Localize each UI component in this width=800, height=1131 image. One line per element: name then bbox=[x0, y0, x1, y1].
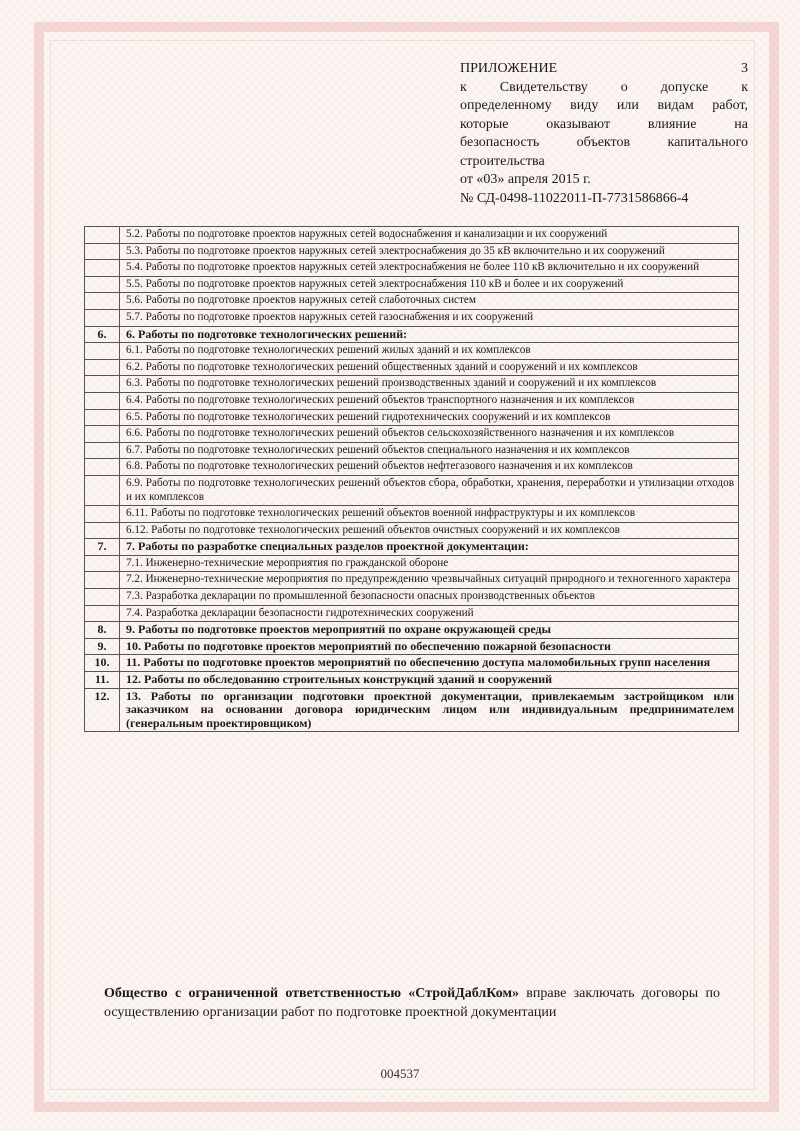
table-row bbox=[85, 688, 739, 732]
table-row bbox=[85, 326, 739, 343]
row-number bbox=[85, 359, 120, 376]
footer-statement bbox=[104, 984, 720, 1022]
table-row bbox=[85, 589, 739, 606]
row-text: 13. Работы по организации подготовки проектной документации, привлекаемым застройщиком или заказчиком на основании договора юридическим лицом или индивидуальным предпринимателем (генеральным проектировщиком) bbox=[120, 688, 739, 732]
row-number: 12. bbox=[85, 688, 120, 732]
table-row bbox=[85, 426, 739, 443]
row-text: 7.4. Разработка декларации безопасности гидротехнических сооружений bbox=[120, 605, 739, 622]
table-row bbox=[85, 293, 739, 310]
table-row bbox=[85, 506, 739, 523]
certificate-number: № СД-0498-11022011-П-7731586866-4 bbox=[460, 190, 689, 206]
row-number bbox=[85, 442, 120, 459]
row-number: 10. bbox=[85, 655, 120, 672]
row-number bbox=[85, 409, 120, 426]
header-line: безопасность объектов капитального bbox=[460, 135, 748, 150]
row-number bbox=[85, 605, 120, 622]
table-row bbox=[85, 227, 739, 244]
row-text: 11. Работы по подготовке проектов мероприятий по обеспечению доступа маломобильных групп населения bbox=[120, 655, 739, 672]
row-text: 7. Работы по разработке специальных разделов проектной документации: bbox=[120, 539, 739, 556]
row-text: 7.3. Разработка декларации по промышленной безопасности опасных производственных объектов bbox=[120, 589, 739, 606]
row-number: 6. bbox=[85, 326, 120, 343]
table-row bbox=[85, 276, 739, 293]
header-line: к Свидетельству о допуске к bbox=[460, 79, 748, 95]
table-row bbox=[85, 605, 739, 622]
works-table-body bbox=[85, 227, 739, 732]
table-row bbox=[85, 539, 739, 556]
table-row bbox=[85, 260, 739, 277]
footer-statement-rest: вправе заключать договоры по осуществлению организации работ по подготовке проектной документации bbox=[104, 986, 720, 1020]
row-number: 7. bbox=[85, 539, 120, 556]
row-text: 6.8. Работы по подготовке технологических решений объектов нефтегазового назначения и их комплексов bbox=[120, 459, 739, 476]
table-row bbox=[85, 409, 739, 426]
row-number bbox=[85, 309, 120, 326]
row-number bbox=[85, 260, 120, 277]
row-text: 5.3. Работы по подготовке проектов наружных сетей электроснабжения до 35 кВ включительно и их сооружений bbox=[120, 243, 739, 260]
row-number bbox=[85, 506, 120, 523]
table-row bbox=[85, 343, 739, 360]
row-text: 7.1. Инженерно-технические мероприятия по гражданской обороне bbox=[120, 555, 739, 572]
table-row bbox=[85, 359, 739, 376]
row-number bbox=[85, 392, 120, 409]
header-line: определенному виду или видам работ, bbox=[460, 98, 748, 113]
row-number: 8. bbox=[85, 622, 120, 639]
row-text: 6.3. Работы по подготовке технологических решений производственных зданий и сооружений и их комплексов bbox=[120, 376, 739, 393]
row-text: 6.11. Работы по подготовке технологических решений объектов военной инфраструктуры и их комплексов bbox=[120, 506, 739, 523]
row-text: 7.2. Инженерно-технические мероприятия по предупреждению чрезвычайных ситуаций природного и техногенного характера bbox=[120, 572, 739, 589]
row-number bbox=[85, 572, 120, 589]
table-row bbox=[85, 243, 739, 260]
row-number bbox=[85, 293, 120, 310]
table-row bbox=[85, 459, 739, 476]
row-number: 9. bbox=[85, 638, 120, 655]
table-row bbox=[85, 392, 739, 409]
works-table bbox=[84, 226, 739, 732]
row-number bbox=[85, 475, 120, 505]
row-text: 6.7. Работы по подготовке технологических решений объектов специального назначения и их комплексов bbox=[120, 442, 739, 459]
row-number bbox=[85, 376, 120, 393]
row-text: 9. Работы по подготовке проектов мероприятий по охране окружающей среды bbox=[120, 622, 739, 639]
appendix-page-number: 3 bbox=[741, 61, 748, 76]
table-row bbox=[85, 622, 739, 639]
row-number bbox=[85, 343, 120, 360]
table-row bbox=[85, 572, 739, 589]
certificate-date: от «03» апреля 2015 г. bbox=[460, 172, 591, 187]
row-number bbox=[85, 276, 120, 293]
table-row bbox=[85, 522, 739, 539]
company-name: Общество с ограниченной ответственностью «СтройДаблКом» bbox=[104, 986, 519, 1001]
row-number bbox=[85, 227, 120, 244]
row-number: 11. bbox=[85, 672, 120, 689]
row-text: 5.4. Работы по подготовке проектов наружных сетей электроснабжения не более 110 кВ включительно и их сооружений bbox=[120, 260, 739, 277]
row-text: 6.12. Работы по подготовке технологических решений объектов очистных сооружений и их комплексов bbox=[120, 522, 739, 539]
row-number bbox=[85, 555, 120, 572]
appendix-title: ПРИЛОЖЕНИЕ bbox=[460, 61, 558, 76]
row-text: 6.6. Работы по подготовке технологических решений объектов сельскохозяйственного назначения и их комплексов bbox=[120, 426, 739, 443]
table-row bbox=[85, 638, 739, 655]
row-number bbox=[85, 459, 120, 476]
row-number bbox=[85, 426, 120, 443]
header-title-row bbox=[460, 60, 748, 79]
row-text: 5.5. Работы по подготовке проектов наружных сетей электроснабжения 110 кВ и более и их сооружений bbox=[120, 276, 739, 293]
row-text: 12. Работы по обследованию строительных конструкций зданий и сооружений bbox=[120, 672, 739, 689]
row-number bbox=[85, 589, 120, 606]
table-row bbox=[85, 672, 739, 689]
table-row bbox=[85, 442, 739, 459]
row-text: 10. Работы по подготовке проектов мероприятий по обеспечению пожарной безопасности bbox=[120, 638, 739, 655]
row-number bbox=[85, 522, 120, 539]
row-text: 5.7. Работы по подготовке проектов наружных сетей газоснабжения и их сооружений bbox=[120, 309, 739, 326]
row-text: 6.9. Работы по подготовке технологических решений объектов сбора, обработки, хранения, переработки и утилизации отходов и их комплексов bbox=[120, 475, 739, 505]
table-row bbox=[85, 555, 739, 572]
row-number bbox=[85, 243, 120, 260]
serial-number: 004537 bbox=[380, 1066, 420, 1081]
header-line: которые оказывают влияние на bbox=[460, 116, 748, 132]
row-text: 6.5. Работы по подготовке технологических решений гидротехнических сооружений и их комплексов bbox=[120, 409, 739, 426]
table-row bbox=[85, 376, 739, 393]
row-text: 5.6. Работы по подготовке проектов наружных сетей слаботочных систем bbox=[120, 293, 739, 310]
header-line: строительства bbox=[460, 153, 545, 169]
table-row bbox=[85, 475, 739, 505]
row-text: 6.2. Работы по подготовке технологических решений общественных зданий и сооружений и их комплексов bbox=[120, 359, 739, 376]
row-text: 5.2. Работы по подготовке проектов наружных сетей водоснабжения и канализации и их сооружений bbox=[120, 227, 739, 244]
row-text: 6.4. Работы по подготовке технологических решений объектов транспортного назначения и их комплексов bbox=[120, 392, 739, 409]
appendix-header bbox=[460, 60, 748, 208]
row-text: 6. Работы по подготовке технологических решений: bbox=[120, 326, 739, 343]
table-row bbox=[85, 655, 739, 672]
row-text: 6.1. Работы по подготовке технологических решений жилых зданий и их комплексов bbox=[120, 343, 739, 360]
table-row bbox=[85, 309, 739, 326]
